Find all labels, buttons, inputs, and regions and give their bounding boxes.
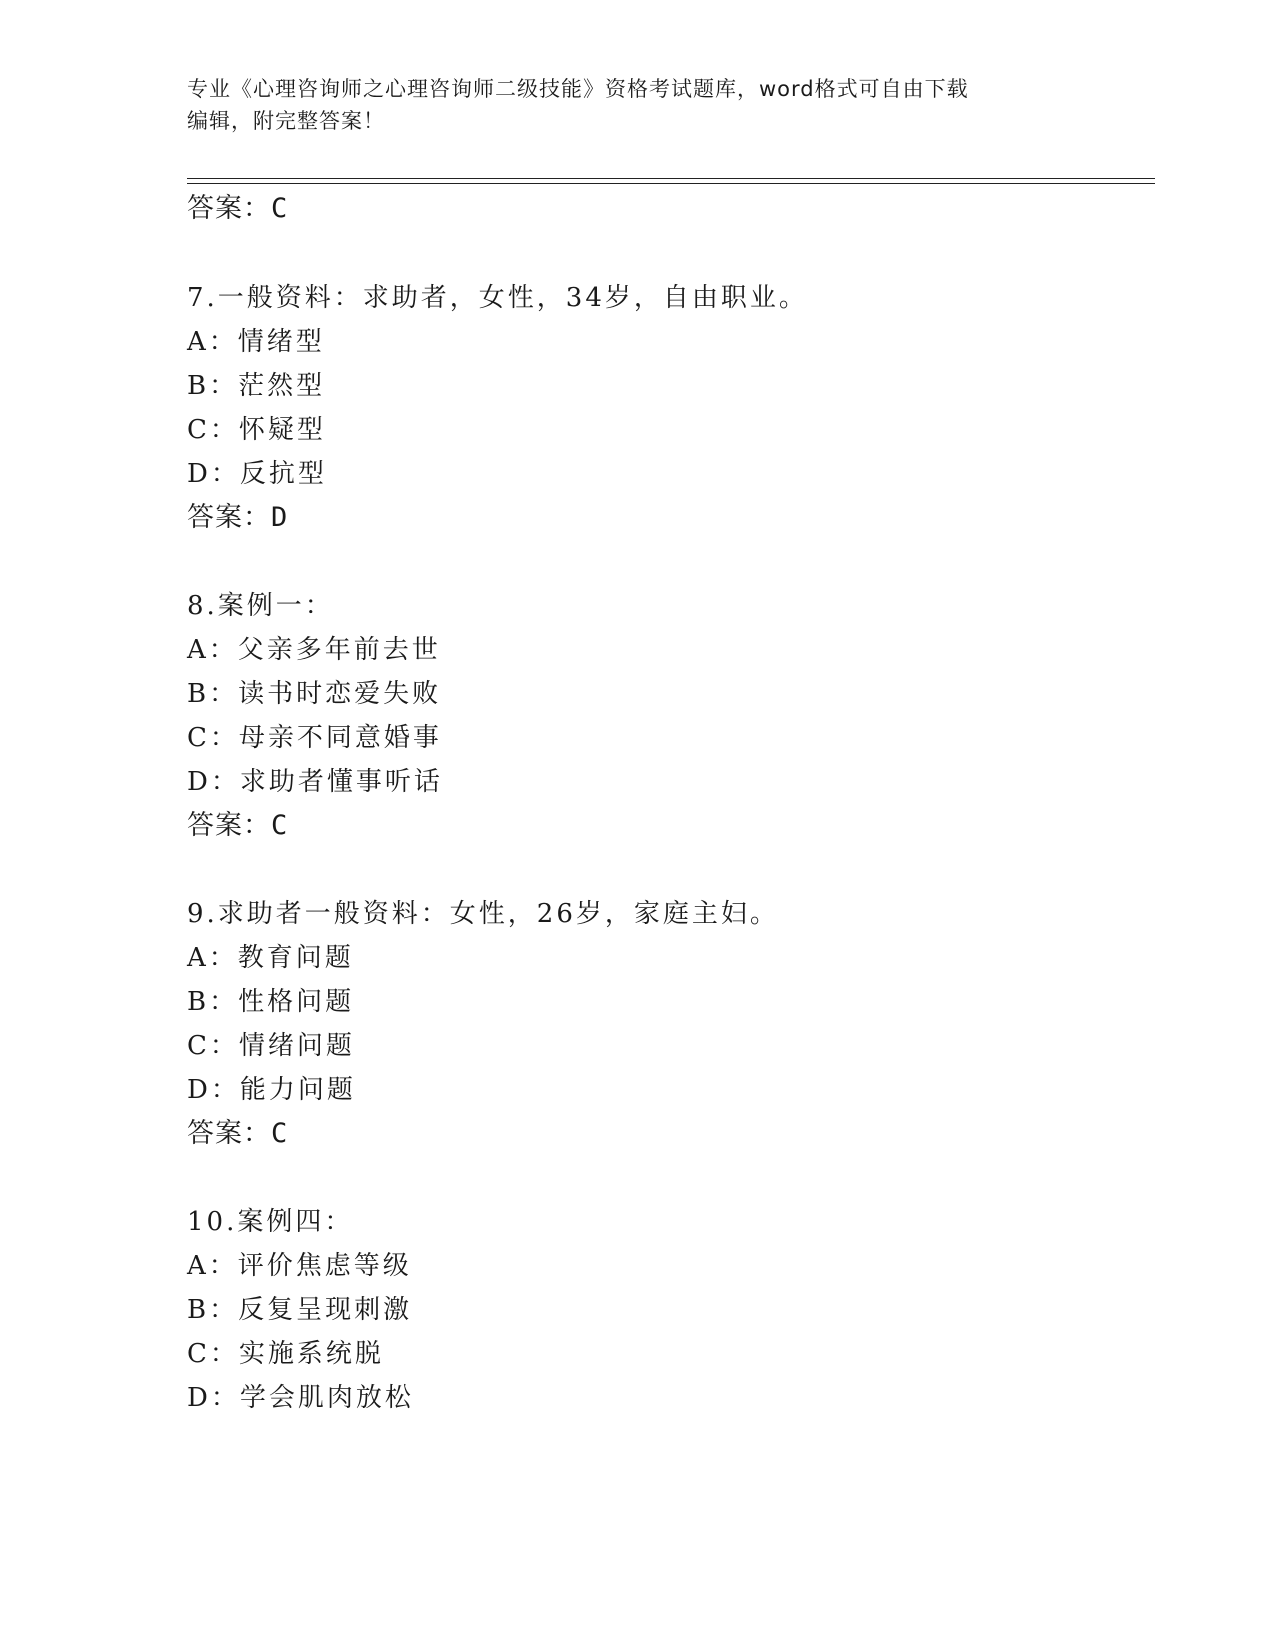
answer-value: C [271,810,289,841]
question-7-stem: 7.一般资料：求助者，女性，34岁，自由职业。 [187,283,808,313]
header-line-2: 编辑，附完整答案！ [187,109,385,133]
question-7-option-b: B：茫然型 [187,371,326,401]
answer-value: D [271,502,289,533]
question-10-option-a: A：评价焦虑等级 [187,1251,412,1281]
question-10-stem: 10.案例四： [187,1207,354,1237]
answer-label: 答案： [187,193,271,224]
document-header [187,73,1067,137]
question-9-stem: 9.求助者一般资料：女性，26岁，家庭主妇。 [187,899,779,929]
header-line-1: 专业《心理咨询师之心理咨询师二级技能》资格考试题库，word格式可自由下载 [187,77,969,101]
answer-label: 答案： [187,1118,271,1149]
answer-value: C [271,193,289,224]
answer-value: C [271,1118,289,1149]
question-7-answer [187,502,288,534]
header-divider-top [187,178,1155,179]
question-8-answer [187,810,288,842]
answer-prev [187,193,288,225]
question-8-option-d: D：求助者懂事听话 [187,767,443,797]
question-8-option-b: B：读书时恋爱失败 [187,679,442,709]
question-7-option-d: D：反抗型 [187,459,327,489]
question-7-option-c: C：怀疑型 [187,415,326,445]
question-9-answer [187,1118,288,1150]
question-8-option-a: A：父亲多年前去世 [187,635,441,665]
question-10-option-c: C：实施系统脱 [187,1339,384,1369]
header-divider-bottom [187,183,1155,184]
answer-label: 答案： [187,502,271,533]
question-9-option-b: B：性格问题 [187,987,355,1017]
question-9-option-c: C：情绪问题 [187,1031,355,1061]
question-9-option-a: A：教育问题 [187,943,354,973]
question-8-stem: 8.案例一： [187,591,334,621]
question-9-option-d: D：能力问题 [187,1075,356,1105]
question-8-option-c: C：母亲不同意婚事 [187,723,442,753]
question-10-option-b: B：反复呈现刺激 [187,1295,413,1325]
question-7-option-a: A：情绪型 [187,327,325,357]
question-10-option-d: D：学会肌肉放松 [187,1383,414,1413]
answer-label: 答案： [187,810,271,841]
